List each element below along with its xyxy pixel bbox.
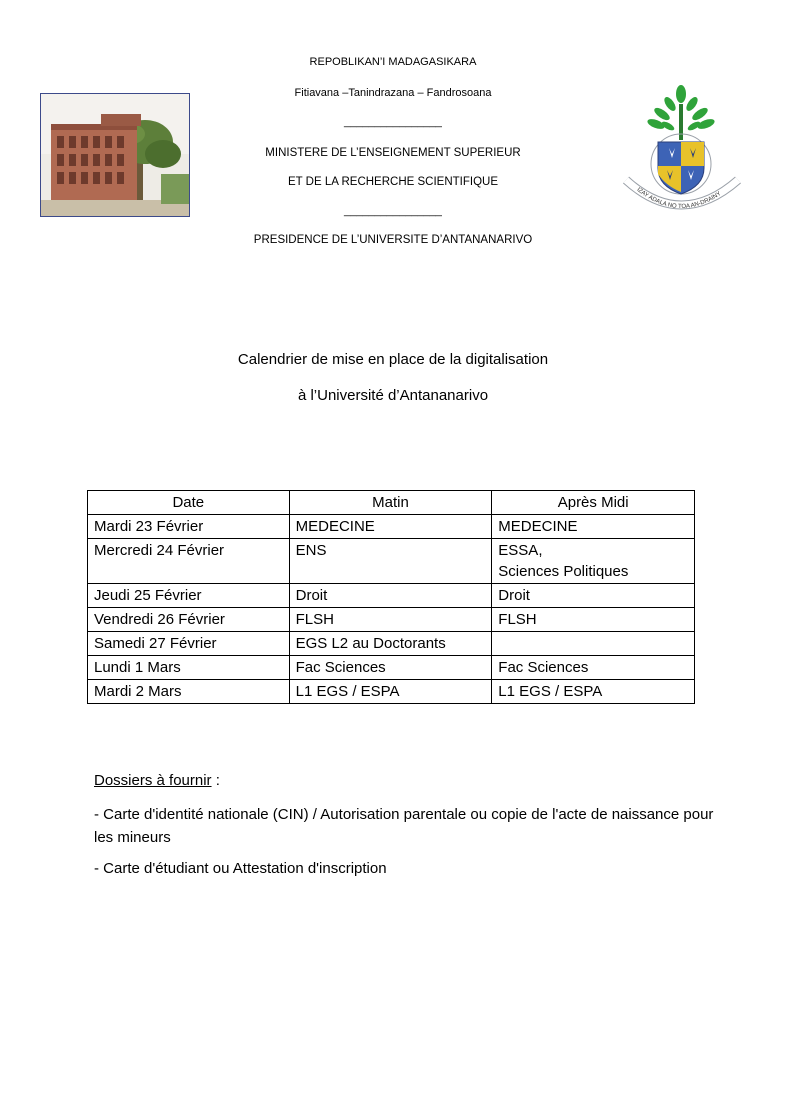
emblem-ribbon-text: IZAY ADALA NO TOA AN-DRAINY [635,186,723,211]
table-row [88,515,695,539]
cell-apres-midi-line: Droit [498,587,530,604]
header-motto: Fitiavana –Tanindrazana – Fandrosoana [294,87,492,99]
cell-apres-midi [492,632,695,656]
cell-matin: EGS L2 au Doctorants [289,632,492,656]
cell-apres-midi [492,608,695,632]
cell-matin: L1 EGS / ESPA [289,680,492,704]
cell-matin: MEDECINE [289,515,492,539]
cell-date: Vendredi 26 Février [88,608,290,632]
emblem-icon [620,82,744,222]
cell-apres-midi [492,539,695,584]
cell-date: Mercredi 24 Février [88,539,290,584]
table-row [88,656,695,680]
header-separator: ________________ [344,116,442,128]
table-row [88,584,695,608]
cell-apres-midi-line: Fac Sciences [498,659,589,676]
cell-apres-midi [492,515,695,539]
dossiers-item: - Carte d'identité nationale (CIN) / Autorisation parentale ou copie de l'acte de naissance pour les mineurs [94,806,714,846]
column-header-apres-midi: Après Midi [492,491,695,515]
header-ministry-line1: MINISTERE DE L’ENSEIGNEMENT SUPERIEUR [265,147,521,159]
header-republic: REPOBLIKAN’I MADAGASIKARA [309,56,477,68]
dossiers-heading-colon: : [211,772,220,789]
cell-matin: ENS [289,539,492,584]
cell-date: Lundi 1 Mars [88,656,290,680]
cell-apres-midi [492,680,695,704]
building-image [41,94,190,217]
dossiers-heading-line [94,772,714,789]
table-row [88,680,695,704]
table-header-row [88,491,695,515]
university-emblem [620,82,744,222]
dossiers-item: - Carte d'étudiant ou Attestation d'inscription [94,860,387,877]
cell-apres-midi [492,584,695,608]
header-separator: ________________ [344,205,442,217]
table-row [88,608,695,632]
cell-date: Mardi 2 Mars [88,680,290,704]
cell-date: Mardi 23 Février [88,515,290,539]
cell-apres-midi-line: MEDECINE [498,518,578,535]
cell-apres-midi-line: L1 EGS / ESPA [498,683,603,700]
cell-matin: Fac Sciences [289,656,492,680]
table-row [88,632,695,656]
table-row [88,539,695,584]
cell-apres-midi-line: FLSH [498,611,537,628]
document-title-line2: à l’Université d’Antananarivo [297,387,489,404]
cell-apres-midi-line: ESSA, [498,542,543,559]
column-header-date: Date [88,491,290,515]
university-building-photo [40,93,190,217]
column-header-matin: Matin [289,491,492,515]
cell-date: Jeudi 25 Février [88,584,290,608]
dossiers-heading: Dossiers à fournir [94,772,212,789]
cell-matin: Droit [289,584,492,608]
header-presidency: PRESIDENCE DE L’UNIVERSITE D’ANTANANARIVO [253,234,533,246]
cell-date: Samedi 27 Février [88,632,290,656]
cell-apres-midi [492,656,695,680]
cell-matin: FLSH [289,608,492,632]
cell-apres-midi-line: Sciences Politiques [498,563,629,580]
document-title-line1: Calendrier de mise en place de la digitalisation [237,351,549,368]
required-documents [94,772,714,877]
schedule-table [87,490,695,704]
header-ministry-line2: ET DE LA RECHERCHE SCIENTIFIQUE [287,176,499,188]
